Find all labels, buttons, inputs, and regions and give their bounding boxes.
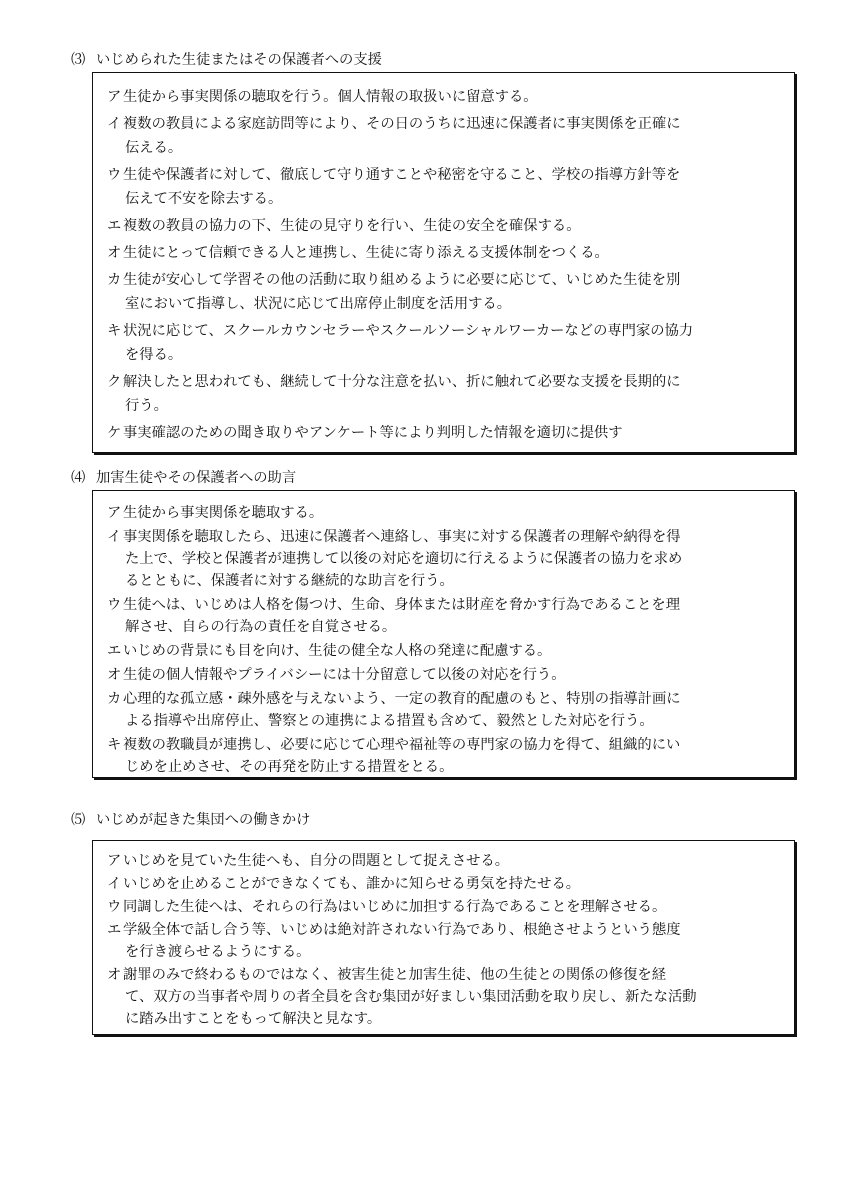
item-text-line: いじめを止めることができなくても、誰かに知らせる勇気を持たせる。 bbox=[123, 876, 581, 892]
item-text-continuation: じめを止めさせ、その再発を防止する措置をとる。 bbox=[125, 759, 454, 775]
item-text bbox=[107, 850, 786, 872]
item-text-line: 学級全体で話し合う等、いじめは絶対許されない行為であり、根絶させようという態度 bbox=[123, 922, 681, 938]
item-text-continuation: に踏み出すことをもって解決と見なす。 bbox=[125, 1011, 382, 1027]
item-text bbox=[107, 640, 786, 662]
list-item bbox=[107, 873, 786, 895]
item-text-line: 事実関係を聴取したら、迅速に保護者へ連絡し、事実に対する保護者の理解や納得を得 bbox=[123, 529, 681, 545]
item-label: エ bbox=[107, 643, 122, 659]
section-5-number: ⑸ bbox=[71, 812, 86, 828]
item-label: ア bbox=[107, 505, 122, 521]
item-text-continuation: を得る。 bbox=[125, 347, 183, 363]
item-text-continuation: 解させ、自らの行為の責任を自覚させる。 bbox=[125, 619, 397, 635]
item-text-line: 状況に応じて、スクールカウンセラーやスクールソーシャルワーカーなどの専門家の協力 bbox=[123, 323, 694, 339]
item-text-line: 同調した生徒へは、それらの行為はいじめに加担する行為であることを理解させる。 bbox=[123, 899, 667, 915]
item-text-line: 生徒へは、いじめは人格を傷つけ、生命、身体または財産を脅かす行為であることを理 bbox=[123, 597, 681, 613]
section-3-heading bbox=[71, 50, 382, 70]
item-text-line: 事実確認のための聞き取りやアンケート等により判明した情報を適切に提供す bbox=[123, 425, 623, 441]
item-text bbox=[107, 421, 786, 445]
item-label: カ bbox=[107, 272, 122, 288]
list-item bbox=[107, 640, 786, 662]
list-item bbox=[107, 734, 786, 778]
item-text bbox=[107, 896, 786, 918]
item-label: オ bbox=[107, 967, 122, 983]
item-text bbox=[107, 112, 786, 160]
item-text bbox=[107, 964, 786, 1030]
item-label: キ bbox=[107, 323, 122, 339]
item-label: キ bbox=[107, 737, 122, 753]
item-label: オ bbox=[107, 667, 122, 683]
item-text-continuation: るとともに、保護者に対する継続的な助言を行う。 bbox=[125, 573, 454, 589]
item-label: ア bbox=[107, 853, 122, 869]
list-item bbox=[107, 112, 786, 160]
list-item bbox=[107, 241, 786, 265]
section-4-number: ⑷ bbox=[71, 470, 86, 486]
list-item bbox=[107, 526, 786, 592]
section-3-box bbox=[92, 72, 795, 453]
item-label: オ bbox=[107, 245, 122, 261]
item-text bbox=[107, 664, 786, 686]
section-4-title: 加害生徒やその保護者への助言 bbox=[96, 470, 297, 486]
item-text bbox=[107, 319, 786, 367]
item-text bbox=[107, 370, 786, 418]
list-item bbox=[107, 421, 786, 445]
list-item bbox=[107, 268, 786, 316]
list-item bbox=[107, 964, 786, 1030]
section-5-title: いじめが起きた集団への働きかけ bbox=[96, 812, 311, 828]
item-label: イ bbox=[107, 876, 122, 892]
item-label: ウ bbox=[107, 167, 122, 183]
item-text-line: 生徒の個人情報やプライバシーには十分留意して以後の対応を行う。 bbox=[123, 667, 566, 683]
section-3-title: いじめられた生徒またはその保護者への支援 bbox=[96, 52, 382, 68]
item-text-continuation: 伝えて不安を除去する。 bbox=[125, 191, 283, 207]
item-text bbox=[107, 594, 786, 638]
item-label: エ bbox=[107, 922, 122, 938]
item-text bbox=[107, 502, 786, 524]
item-text bbox=[107, 268, 786, 316]
item-label: ウ bbox=[107, 597, 122, 613]
item-text bbox=[107, 163, 786, 211]
item-text-line: 生徒から事実関係を聴取する。 bbox=[123, 505, 324, 521]
list-item bbox=[107, 85, 786, 109]
item-text-line: 複数の教員による家庭訪問等により、その日のうちに迅速に保護者に事実関係を正確に bbox=[123, 116, 681, 132]
item-label: ク bbox=[107, 374, 122, 390]
item-text-line: 生徒が安心して学習その他の活動に取り組めるように必要に応じて、いじめた生徒を別 bbox=[123, 272, 681, 288]
item-text bbox=[107, 734, 786, 778]
section-4-heading bbox=[71, 468, 296, 488]
section-5-box bbox=[92, 840, 795, 1035]
item-text bbox=[107, 526, 786, 592]
item-text-line: 心理的な孤立感・疎外感を与えないよう、一定の教育的配慮のもと、特別の指導計画に bbox=[123, 691, 681, 707]
item-label: カ bbox=[107, 691, 122, 707]
item-text-line: 複数の教職員が連携し、必要に応じて心理や福祉等の専門家の協力を得て、組織的にい bbox=[123, 737, 681, 753]
item-text-continuation: て、双方の当事者や周りの者全員を含む集団が好ましい集団活動を取り戻し、新たな活動 bbox=[125, 989, 697, 1005]
item-text bbox=[107, 919, 786, 963]
item-label: ア bbox=[107, 89, 122, 105]
item-label: イ bbox=[107, 116, 122, 132]
item-text-line: 生徒から事実関係の聴取を行う。個人情報の取扱いに留意する。 bbox=[123, 89, 538, 105]
item-text-continuation: よる指導や出席停止、警察との連携による措置も含めて、毅然とした対応を行う。 bbox=[125, 713, 654, 729]
item-text-continuation: を行き渡らせるようにする。 bbox=[125, 944, 311, 960]
list-item bbox=[107, 214, 786, 238]
item-text bbox=[107, 873, 786, 895]
item-text bbox=[107, 85, 786, 109]
list-item bbox=[107, 163, 786, 211]
item-text-line: 解決したと思われても、継続して十分な注意を払い、折に触れて必要な支援を長期的に bbox=[123, 374, 681, 390]
item-text bbox=[107, 688, 786, 732]
item-label: ウ bbox=[107, 899, 122, 915]
item-label: エ bbox=[107, 218, 122, 234]
item-text-line: 複数の教員の協力の下、生徒の見守りを行い、生徒の安全を確保する。 bbox=[123, 218, 581, 234]
item-text bbox=[107, 214, 786, 238]
item-text-line: いじめの背景にも目を向け、生徒の健全な人格の発達に配慮する。 bbox=[123, 643, 552, 659]
item-label: ケ bbox=[107, 425, 122, 441]
list-item bbox=[107, 664, 786, 686]
item-text-continuation: 行う。 bbox=[125, 398, 168, 414]
item-text-continuation: 室において指導し、状況に応じて出席停止制度を活用する。 bbox=[125, 296, 512, 312]
item-text-line: 生徒にとって信頼できる人と連携し、生徒に寄り添える支援体制をつくる。 bbox=[123, 245, 609, 261]
list-item bbox=[107, 919, 786, 963]
item-text-continuation: 伝える。 bbox=[125, 140, 183, 156]
section-3-number: ⑶ bbox=[71, 52, 86, 68]
list-item bbox=[107, 594, 786, 638]
list-item bbox=[107, 688, 786, 732]
item-text-line: 謝罪のみで終わるものではなく、被害生徒と加害生徒、他の生徒との関係の修復を経 bbox=[123, 967, 666, 983]
list-item bbox=[107, 502, 786, 524]
section-5-heading bbox=[71, 810, 310, 830]
item-text-continuation: た上で、学校と保護者が連携して以後の対応を適切に行えるように保護者の協力を求め bbox=[125, 551, 683, 567]
list-item bbox=[107, 370, 786, 418]
section-4-box bbox=[92, 490, 795, 778]
list-item bbox=[107, 850, 786, 872]
item-text bbox=[107, 241, 786, 265]
item-text-line: いじめを見ていた生徒へも、自分の問題として捉えさせる。 bbox=[123, 853, 510, 869]
item-text-line: 生徒や保護者に対して、徹底して守り通すことや秘密を守ること、学校の指導方針等を bbox=[123, 167, 681, 183]
list-item bbox=[107, 896, 786, 918]
list-item bbox=[107, 319, 786, 367]
item-label: イ bbox=[107, 529, 122, 545]
